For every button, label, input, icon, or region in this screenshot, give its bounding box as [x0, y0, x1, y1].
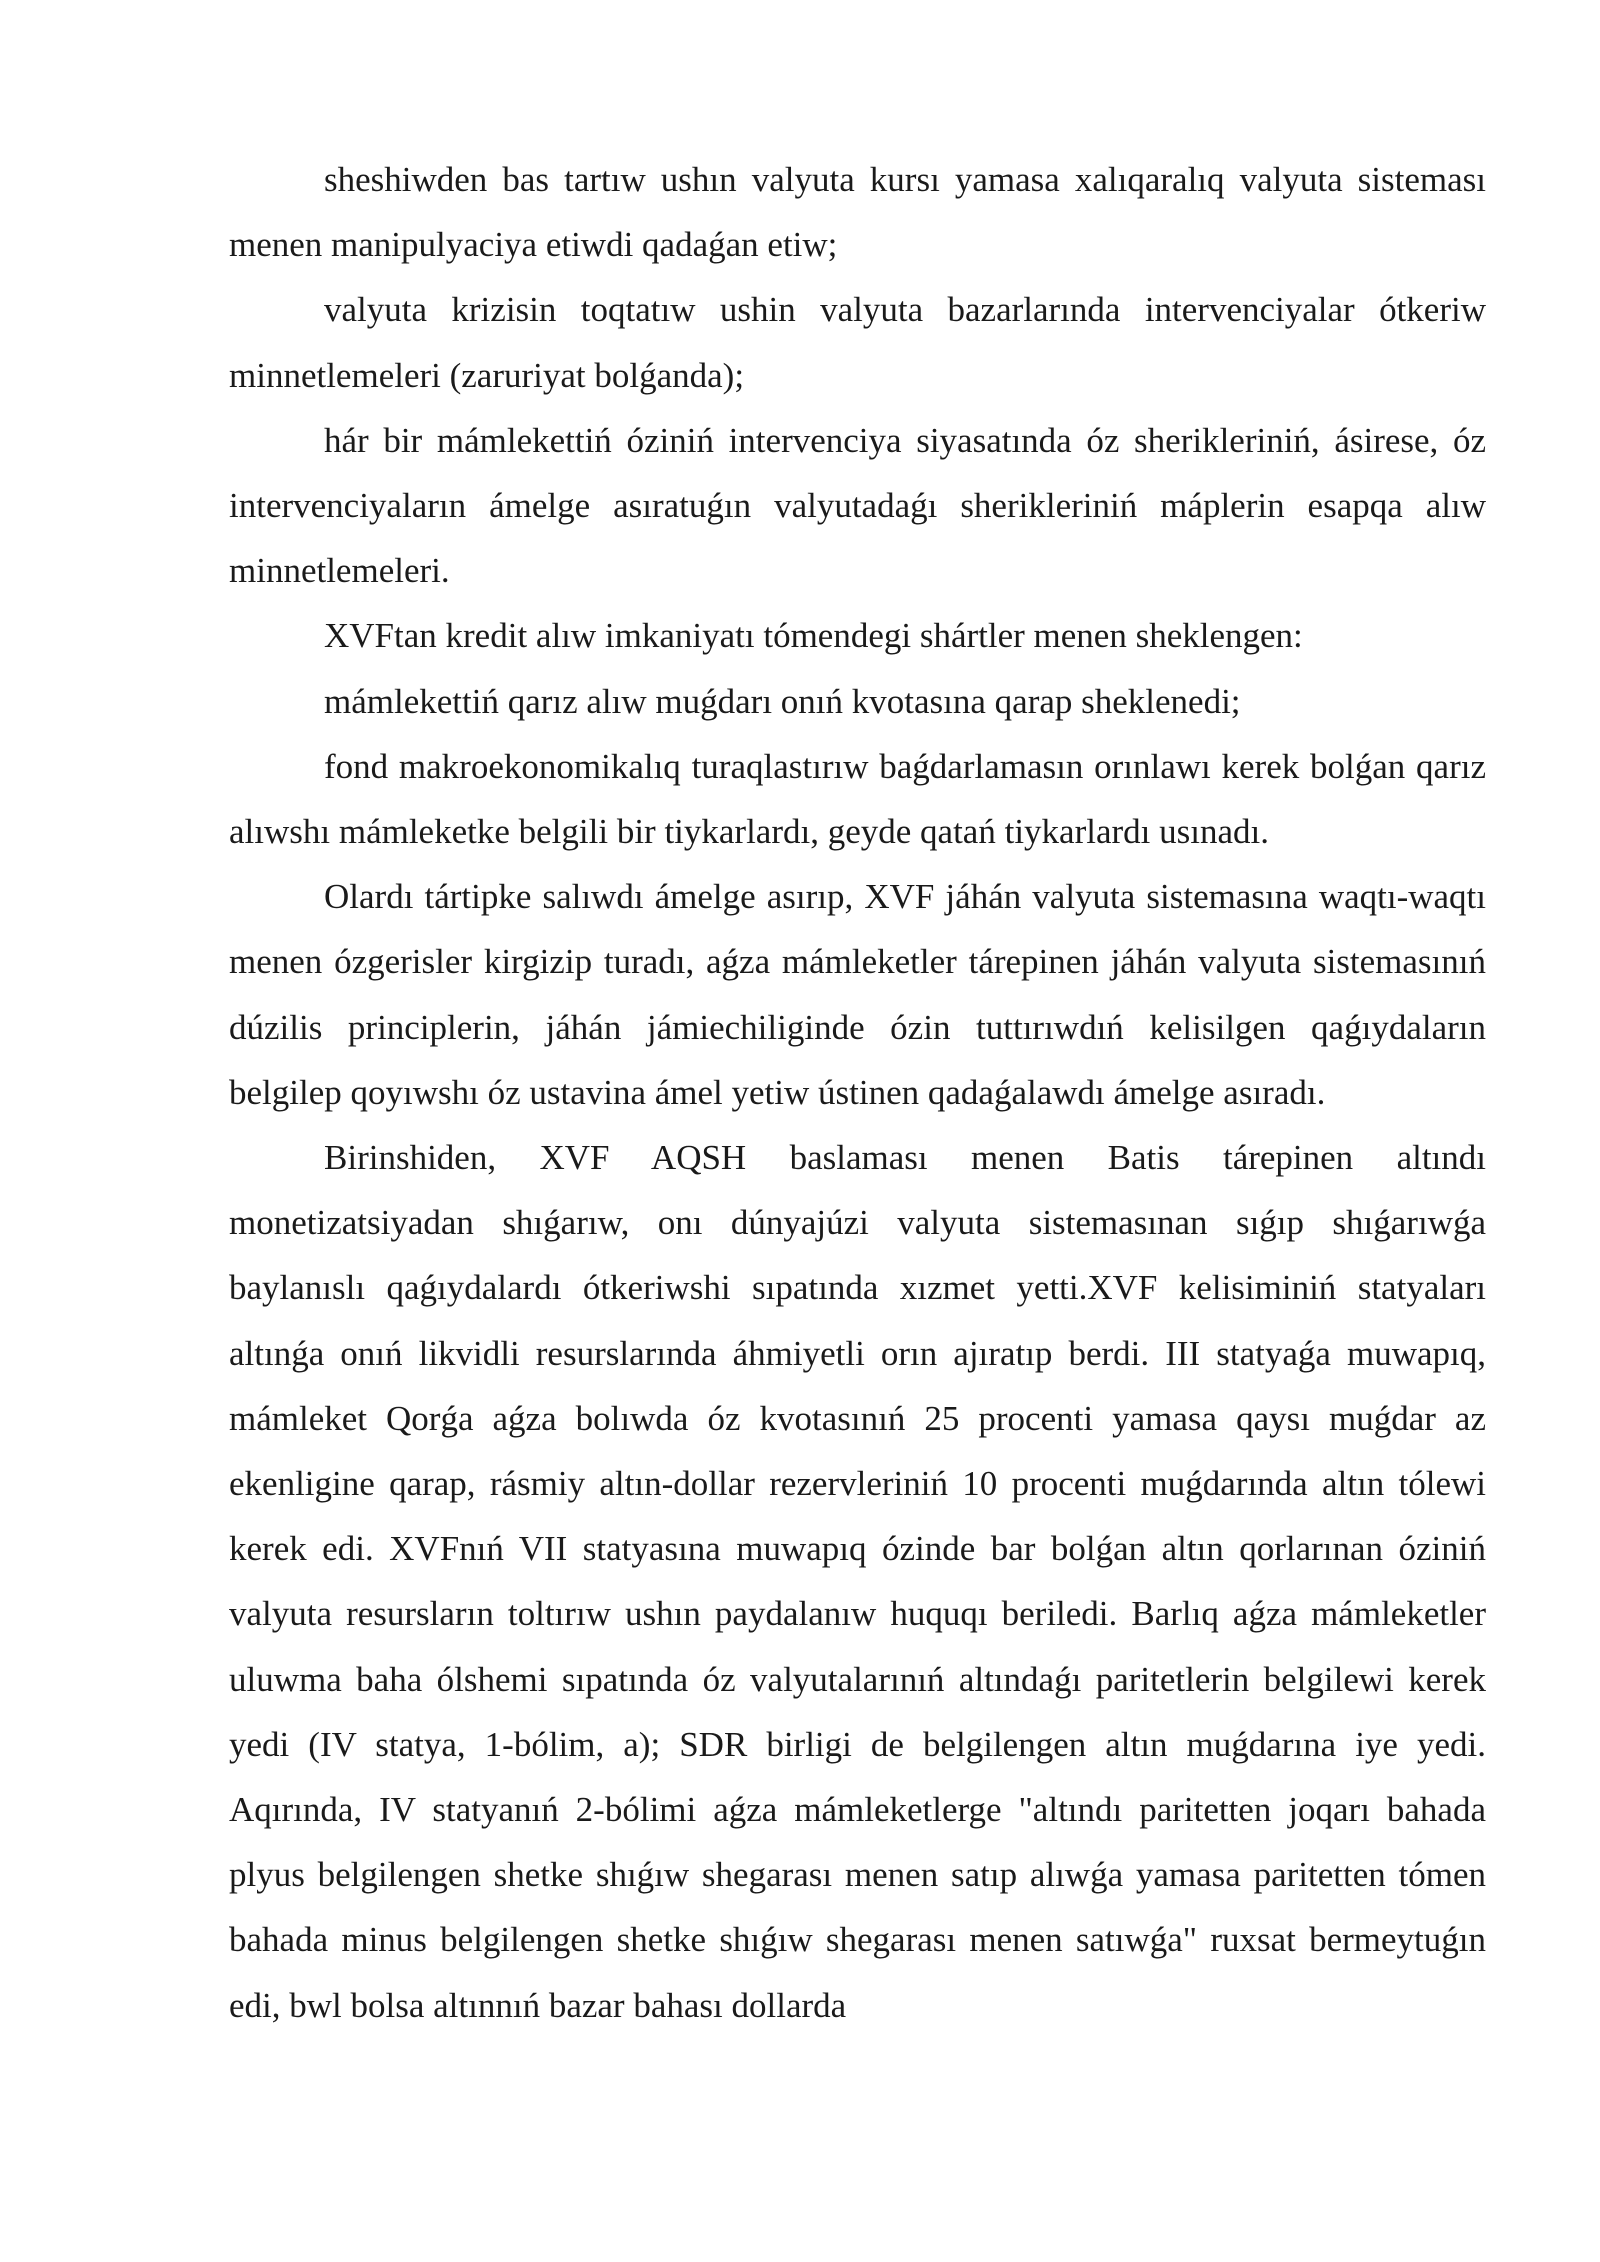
paragraph-4: XVFtan kredit alıw imkaniyatı tómendegi shártler menen sheklengen:: [324, 616, 1303, 656]
paragraph-8: Birinshiden, XVF AQSH baslaması menen Batis tárepinen altındı monetizatsiyadan shıǵarıw, onı dúnyajúzi valyuta sistemasınan sıǵıp shıǵarıwǵa baylanıslı qaǵıydalardı ótkeriwshi sıpatında xızmet yetti.XVF kelisiminiń statyaları altınǵa onıń likvidli resurslarında áhmiyetli orın ajıratıp berdi. III statyaǵa muwapıq, mámleket Qorǵa aǵza bolıwda óz kvotasınıń 25 procenti yamasa qaysı muǵdar az ekenligine qarap, rásmiy altın-dollar rezervleriniń 10 procenti muǵdarında altın tólewi kerek edi. XVFnıń VII statyasına muwapıq ózinde bar bolǵan altın qorlarınan óziniń valyuta resursların toltırıw ushın paydalanıw huquqı beriledi. Barlıq aǵza mámleketler uluwma baha ólshemi sıpatında óz valyutalarınıń altındaǵı paritetlerin belgilewi kerek yedi (IV statya, 1-bólim, a); SDR birligi de belgilengen altın muǵdarına iye yedi. Aqırında, IV statyanıń 2-bólimi aǵza mámleketlerge "altındı paritetten joqarı bahada plyus belgilengen shetke shıǵıw shegarası menen satıp alıwǵa yamasa paritetten tómen bahada minus belgilengen shetke shıǵıw shegarası menen satıwǵa" ruxsat bermeytuǵın edi, bwl bolsa altınnıń bazar bahası dollarda: [229, 1138, 1486, 2025]
paragraph-6: fond makroekonomikalıq turaqlastırıw baǵdarlamasın orınlawı kerek bolǵan qarız alıwshı mámleketke belgili bir tiykarlardı, geyde qatań tiykarlardı usınadı.: [229, 746, 1486, 852]
paragraph-5: mámlekettiń qarız alıw muǵdarı onıń kvotasına qarap sheklenedi;: [324, 681, 1241, 721]
paragraph-2: valyuta krizisin toqtatıw ushin valyuta bazarlarında intervenciyalar ótkeriw minnetlemeleri (zaruriyat bolǵanda);: [229, 290, 1486, 395]
paragraph-7: Olardı tártipke salıwdı ámelge asırıp, XVF jáhán valyuta sistemasına waqtı-waqtı menen ózgerisler kirgizip turadı, aǵza mámleketler tárepinen jáhán valyuta sistemasınıń dúzilis principlerin, jáhán jámiechiliginde ózin tuttırıwdıń kelisilgen qaǵıydaların belgilep qoyıwshı óz ustavina ámel yetiw ústinen qadaǵalawdı ámelge asıradı.: [229, 877, 1486, 1112]
paragraph-3: hár bir mámlekettiń óziniń intervenciya siyasatında óz sherikleriniń, ásirese, óz intervenciyaların ámelge asıratuǵın valyutadaǵı sherikleriniń máplerin esapqa alıw minnetlemeleri.: [229, 420, 1486, 591]
paragraph-1: sheshiwden bas tartıw ushın valyuta kursı yamasa xalıqaralıq valyuta sisteması menen manipulyaciya etiwdi qadaǵan etiw;: [229, 160, 1486, 265]
document-body: [229, 147, 1486, 2038]
